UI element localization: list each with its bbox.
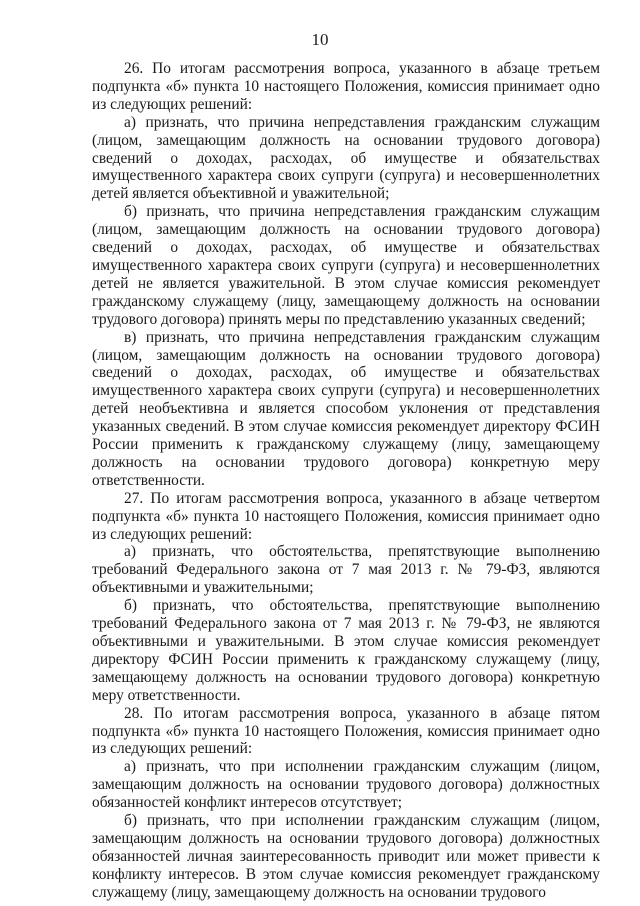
paragraph-26-a: а) признать, что причина непредставления гражданским служащим (лицом, замещающим должность на основании трудового договора) сведений о доходах, расходах, об имуществе и обязательствах имущественного характера своих супруги (супруга) и несовершеннолетних детей является объективной и уважительной;	[92, 113, 600, 203]
paragraph-26-v: в) признать, что причина непредставления гражданским служащим (лицом, замещающим должность на основании трудового договора) сведений о доходах, расходах, об имуществе и обязательствах имущественного характера своих супруги (супруга) и несовершеннолетних детей необъективна и является способом уклонения от представления указанных сведений. В этом случае комиссия рекомендует директору ФСИН России применить к гражданскому служащему (лицу, замещающему должность на основании трудового договора) конкретную меру ответственности.	[92, 328, 600, 489]
paragraph-26: 26. По итогам рассмотрения вопроса, указанного в абзаце третьем подпункта «б» пункта 10 настоящего Положения, комиссия принимает одно из следующих решений:	[92, 60, 600, 113]
paragraph-26-b: б) признать, что причина непредставления гражданским служащим (лицом, замещающим должность на основании трудового договора) сведений о доходах, расходах, об имуществе и обязательствах имущественного характера своих супруги (супруга) и несовершеннолетних детей не является уважительной. В этом случае комиссия рекомендует гражданскому служащему (лицу, замещающему должность на основании трудового договора) принять меры по представлению указанных сведений;	[92, 203, 600, 328]
page-number: 10	[311, 30, 329, 49]
paragraph-27: 27. По итогам рассмотрения вопроса, указанного в абзаце четвертом подпункта «б» пункта 10 настоящего Положения, комиссия принимает одно из следующих решений:	[92, 489, 600, 543]
paragraph-27-b: б) признать, что обстоятельства, препятствующие выполнению требований Федерального закона от 7 мая 2013 г. № 79-ФЗ, не являются объективными и уважительными. В этом случае комиссия рекомендует директору ФСИН России применить к гражданскому служащему (лицу, замещающему должность на основании трудового договора) конкретную меру ответственности.	[92, 597, 600, 704]
paragraph-28: 28. По итогам рассмотрения вопроса, указанного в абзаце пятом подпункта «б» пункта 10 настоящего Положения, комиссия принимает одно из следующих решений:	[92, 704, 600, 758]
paragraph-28-a: а) признать, что при исполнении гражданским служащим (лицом, замещающим должность на основании трудового договора) должностных обязанностей конфликт интересов отсутствует;	[92, 758, 600, 812]
paragraph-28-b: б) признать, что при исполнении гражданским служащим (лицом, замещающим должность на основании трудового договора) должностных обязанностей личная заинтересованность приводит или может привести к конфликту интересов. В этом случае комиссия рекомендует гражданскому служащему (лицу, замещающему должность на основании трудового	[92, 812, 600, 901]
paragraph-27-a: а) признать, что обстоятельства, препятствующие выполнению требований Федерального закона от 7 мая 2013 г. № 79-ФЗ, являются объективными и уважительными;	[92, 543, 600, 597]
document-body	[92, 60, 600, 902]
